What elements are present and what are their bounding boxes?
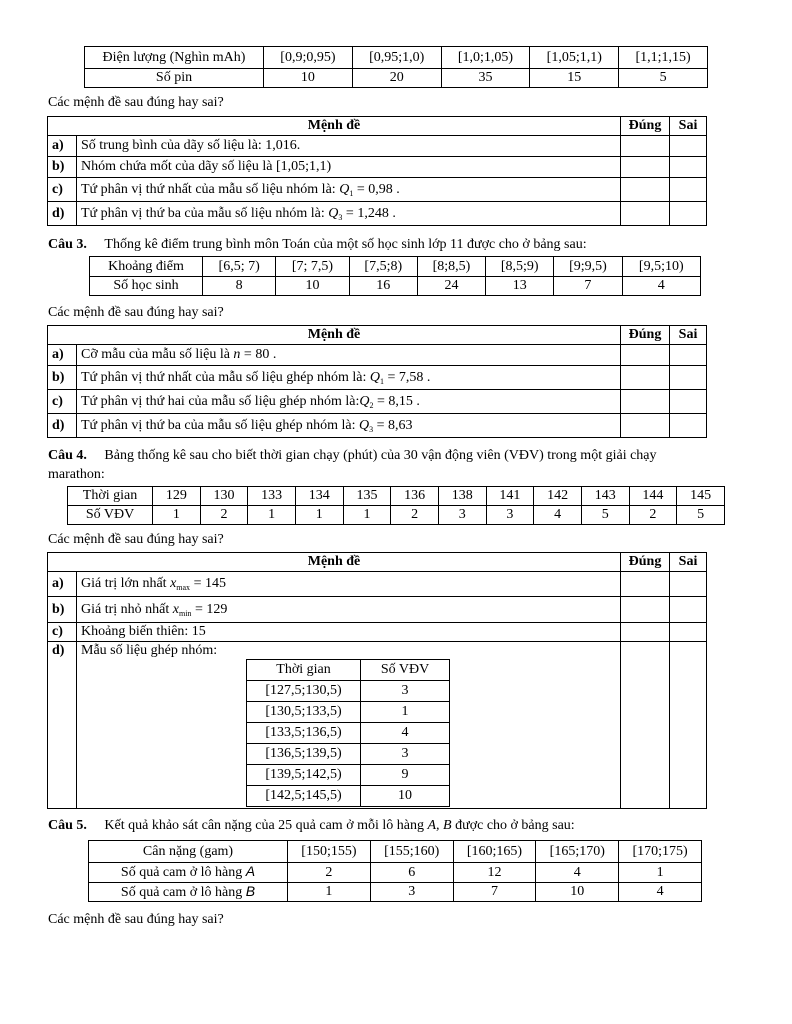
battery-interval: [0,95;1,0) xyxy=(352,47,441,69)
time-value: 141 xyxy=(486,487,534,506)
statement-label: b) xyxy=(48,366,77,390)
true-cell[interactable] xyxy=(621,366,670,390)
question-text-continued: marathon: xyxy=(48,467,105,482)
false-cell[interactable] xyxy=(670,641,707,808)
true-cell[interactable] xyxy=(621,414,670,438)
weight-interval: [170;175) xyxy=(619,841,702,863)
score-count: 13 xyxy=(486,277,554,296)
grouped-interval: [130,5;133,5) xyxy=(247,702,361,723)
statement-label: d) xyxy=(48,414,77,438)
score-interval: [6,5; 7) xyxy=(203,257,276,277)
math-value: = 0,98 . xyxy=(353,181,400,197)
q3-statement-table xyxy=(47,325,707,438)
false-cell[interactable] xyxy=(670,390,707,414)
weight-header-label: Cân nặng (gam) xyxy=(89,841,288,863)
athlete-count: 3 xyxy=(486,506,534,525)
statement-text: Khoảng biến thiên: 15 xyxy=(77,623,621,642)
statement-header: Mệnh đề xyxy=(48,326,621,345)
statement-text xyxy=(77,202,621,226)
false-cell[interactable] xyxy=(670,572,707,597)
true-cell[interactable] xyxy=(621,390,670,414)
false-cell[interactable] xyxy=(670,136,707,157)
athlete-count: 4 xyxy=(534,506,582,525)
grouped-interval: [133,5;136,5) xyxy=(247,723,361,744)
grouped-count: 3 xyxy=(361,744,450,765)
battery-count: 5 xyxy=(619,69,708,88)
math-value: = 129 xyxy=(191,601,228,617)
q5-heading xyxy=(48,817,575,835)
athlete-count: 5 xyxy=(677,506,725,525)
true-cell[interactable] xyxy=(621,136,670,157)
lot-symbol: B xyxy=(245,882,256,899)
battery-count: 20 xyxy=(352,69,441,88)
q3-score-table xyxy=(89,256,701,296)
true-header: Đúng xyxy=(621,326,670,345)
score-interval: [7,5;8) xyxy=(349,257,417,277)
false-cell[interactable] xyxy=(670,202,707,226)
true-cell[interactable] xyxy=(621,345,670,366)
time-value: 135 xyxy=(343,487,391,506)
lot-a-count: 12 xyxy=(453,863,536,883)
math-symbol: Q xyxy=(369,369,381,385)
false-cell[interactable] xyxy=(670,345,707,366)
true-cell[interactable] xyxy=(621,572,670,597)
grouped-count: 4 xyxy=(361,723,450,744)
statement-prefix: Cỡ mẫu của mẫu số liệu là xyxy=(81,347,234,363)
grouped-interval: [142,5;145,5) xyxy=(247,786,361,807)
math-value: = 8,63 xyxy=(373,417,413,433)
battery-interval: [0,9;0,95) xyxy=(264,47,353,69)
weight-interval: [165;170) xyxy=(536,841,619,863)
statement-text xyxy=(77,597,621,623)
q2-prompt: Các mệnh đề sau đúng hay sai? xyxy=(48,95,224,110)
true-cell[interactable] xyxy=(621,623,670,642)
statement-header: Mệnh đề xyxy=(48,553,621,572)
true-cell[interactable] xyxy=(621,597,670,623)
question-text: Kết quả khảo sát cân nặng của 25 quả cam ở mỗi lô hàng xyxy=(104,818,428,833)
lot-a-count: 1 xyxy=(619,863,702,883)
weight-interval: [160;165) xyxy=(453,841,536,863)
time-value: 143 xyxy=(581,487,629,506)
question-text: Thống kê điểm trung bình môn Toán của một số học sinh lớp 11 được cho ở bảng sau: xyxy=(104,237,587,252)
grouped-header-time: Thời gian xyxy=(247,660,361,681)
grouped-count: 10 xyxy=(361,786,450,807)
math-symbol: Q xyxy=(328,205,339,221)
statement-label: b) xyxy=(48,597,77,623)
grouped-count: 1 xyxy=(361,702,450,723)
weight-interval: [150;155) xyxy=(288,841,371,863)
grouped-interval: [139,5;142,5) xyxy=(247,765,361,786)
battery-count-label: Số pin xyxy=(85,69,264,88)
q3-heading xyxy=(48,236,587,254)
math-symbol: x xyxy=(172,601,179,617)
true-header: Đúng xyxy=(621,553,670,572)
lot-a-count: 6 xyxy=(370,863,453,883)
statement-label: a) xyxy=(48,345,77,366)
battery-interval: [1,05;1,1) xyxy=(530,47,619,69)
score-header-label: Khoảng điểm xyxy=(90,257,203,277)
grouped-interval: [127,5;130,5) xyxy=(247,681,361,702)
athlete-count: 2 xyxy=(629,506,677,525)
grouped-count: 9 xyxy=(361,765,450,786)
math-symbol: x xyxy=(170,576,177,591)
statement-text: Số trung bình của dãy số liệu là: 1,016. xyxy=(77,136,621,157)
math-value: = 80 . xyxy=(240,347,277,363)
false-header: Sai xyxy=(670,553,707,572)
statement-prefix: Tứ phân vị thứ hai của mẫu số liệu ghép nhóm là: xyxy=(81,393,360,409)
weight-interval: [155;160) xyxy=(370,841,453,863)
math-symbol: Q xyxy=(359,393,370,409)
athlete-count: 1 xyxy=(153,506,201,525)
athlete-count: 2 xyxy=(200,506,248,525)
athlete-count: 2 xyxy=(391,506,439,525)
battery-header-label: Điện lượng (Nghìn mAh) xyxy=(85,47,264,69)
statement-label: d) xyxy=(48,641,77,808)
score-count: 10 xyxy=(276,277,349,296)
lot-b-count: 3 xyxy=(370,882,453,902)
false-cell[interactable] xyxy=(670,623,707,642)
lot-a-label xyxy=(89,863,288,883)
statement-label: d) xyxy=(48,202,77,226)
time-value: 145 xyxy=(677,487,725,506)
score-count: 7 xyxy=(554,277,622,296)
battery-interval: [1,1;1,15) xyxy=(619,47,708,69)
math-subscript: 3 xyxy=(369,424,374,434)
false-cell[interactable] xyxy=(670,366,707,390)
battery-table xyxy=(84,46,708,88)
time-value: 136 xyxy=(391,487,439,506)
math-value: = 1,248 . xyxy=(342,205,396,221)
statement-prefix: Giá trị lớn nhất xyxy=(81,576,171,591)
time-value: 142 xyxy=(534,487,582,506)
math-subscript: min xyxy=(178,608,192,618)
lot-a-count: 4 xyxy=(536,863,619,883)
lot-b-count: 10 xyxy=(536,882,619,902)
statement-text: Mẫu số liệu ghép nhóm: xyxy=(77,641,621,808)
lot-a-count: 2 xyxy=(288,863,371,883)
lot-symbol: A xyxy=(245,863,256,879)
score-count: 8 xyxy=(203,277,276,296)
statement-text xyxy=(77,345,621,366)
math-subscript: 2 xyxy=(369,400,374,410)
score-interval: [8;8,5) xyxy=(417,257,485,277)
grouped-count: 3 xyxy=(361,681,450,702)
statement-label: a) xyxy=(48,572,77,597)
q4-time-table xyxy=(67,486,725,525)
statement-text xyxy=(77,572,621,597)
q5-prompt: Các mệnh đề sau đúng hay sai? xyxy=(48,912,224,927)
q3-prompt: Các mệnh đề sau đúng hay sai? xyxy=(48,305,224,320)
math-subscript: 1 xyxy=(349,188,354,198)
statement-label: a) xyxy=(48,136,77,157)
score-interval: [8,5;9) xyxy=(486,257,554,277)
score-interval: [9,5;10) xyxy=(622,257,700,277)
math-symbol: n xyxy=(233,347,241,363)
score-count: 24 xyxy=(417,277,485,296)
athlete-count: 1 xyxy=(248,506,296,525)
score-count: 16 xyxy=(349,277,417,296)
true-header: Đúng xyxy=(621,117,670,136)
lot-b-label xyxy=(89,882,288,902)
statement-label: c) xyxy=(48,390,77,414)
question-text: Bảng thống kê sau cho biết thời gian chạy (phút) của 30 vận động viên (VĐV) trong một giải chạy xyxy=(104,448,657,463)
false-header: Sai xyxy=(670,326,707,345)
grouped-interval: [136,5;139,5) xyxy=(247,744,361,765)
athlete-count: 1 xyxy=(343,506,391,525)
time-value: 133 xyxy=(248,487,296,506)
statement-text xyxy=(77,366,621,390)
time-value: 129 xyxy=(153,487,201,506)
true-cell[interactable] xyxy=(621,157,670,178)
athlete-count-label: Số VĐV xyxy=(68,506,153,525)
false-cell[interactable] xyxy=(670,597,707,623)
statement-prefix: Tứ phân vị thứ ba của mẫu số liệu nhóm là: xyxy=(81,205,329,221)
time-value: 130 xyxy=(200,487,248,506)
statement-prefix: Tứ phân vị thứ nhất của mẫu số liệu nhóm là: xyxy=(81,181,340,197)
battery-count: 15 xyxy=(530,69,619,88)
grouped-time-table xyxy=(246,659,450,807)
lot-b-count: 4 xyxy=(619,882,702,902)
math-value: = 145 xyxy=(190,576,226,591)
math-symbol: Q xyxy=(359,417,370,433)
lot-label-text: Số quả cam ở lô hàng xyxy=(120,884,246,900)
battery-interval: [1,0;1,05) xyxy=(441,47,530,69)
lot-b-count: 1 xyxy=(288,882,371,902)
grouped-header-count: Số VĐV xyxy=(361,660,450,681)
math-value: = 7,58 . xyxy=(384,369,431,385)
question-number: Câu 4. xyxy=(48,448,87,463)
math-value: = 8,15 . xyxy=(373,393,420,409)
true-cell[interactable] xyxy=(621,178,670,202)
score-interval: [7; 7,5) xyxy=(276,257,349,277)
question-number: Câu 5. xyxy=(48,818,87,833)
q4-heading xyxy=(48,447,657,465)
math-symbol: Q xyxy=(339,181,350,197)
lot-b-count: 7 xyxy=(453,882,536,902)
q5-orange-table xyxy=(88,840,702,902)
time-value: 134 xyxy=(295,487,343,506)
false-cell[interactable] xyxy=(670,414,707,438)
statement-label: c) xyxy=(48,623,77,642)
statement-label: c) xyxy=(48,178,77,202)
question-text-end: được cho ở bảng sau: xyxy=(451,818,575,833)
false-header: Sai xyxy=(670,117,707,136)
score-count: 4 xyxy=(622,277,700,296)
athlete-count: 5 xyxy=(581,506,629,525)
statement-prefix: Giá trị nhỏ nhất xyxy=(81,601,173,617)
statement-header: Mệnh đề xyxy=(48,117,621,136)
time-value: 138 xyxy=(438,487,486,506)
time-value: 144 xyxy=(629,487,677,506)
question-number: Câu 3. xyxy=(48,237,87,252)
statement-text: Nhóm chứa mốt của dãy số liệu là [1,05;1,1) xyxy=(77,157,621,178)
math-subscript: 3 xyxy=(338,212,343,222)
athlete-count: 1 xyxy=(295,506,343,525)
statement-text xyxy=(77,390,621,414)
q4-prompt: Các mệnh đề sau đúng hay sai? xyxy=(48,532,224,547)
statement-text xyxy=(77,414,621,438)
score-count-label: Số học sinh xyxy=(90,277,203,296)
statement-label: b) xyxy=(48,157,77,178)
time-header-label: Thời gian xyxy=(68,487,153,506)
athlete-count: 3 xyxy=(438,506,486,525)
statement-prefix: Tứ phân vị thứ ba của mẫu số liệu ghép nhóm là: xyxy=(81,417,360,433)
statement-text xyxy=(77,178,621,202)
true-cell[interactable] xyxy=(621,202,670,226)
math-symbol: A, B xyxy=(427,818,452,833)
battery-count: 10 xyxy=(264,69,353,88)
q2-statement-table xyxy=(47,116,707,226)
lot-label-text: Số quả cam ở lô hàng xyxy=(120,865,246,880)
math-subscript: 1 xyxy=(380,376,385,386)
true-cell[interactable] xyxy=(621,641,670,808)
statement-prefix: Tứ phân vị thứ nhất của mẫu số liệu ghép nhóm là: xyxy=(81,369,370,385)
false-cell[interactable] xyxy=(670,178,707,202)
battery-count: 35 xyxy=(441,69,530,88)
false-cell[interactable] xyxy=(670,157,707,178)
score-interval: [9;9,5) xyxy=(554,257,622,277)
math-subscript: max xyxy=(176,583,191,592)
